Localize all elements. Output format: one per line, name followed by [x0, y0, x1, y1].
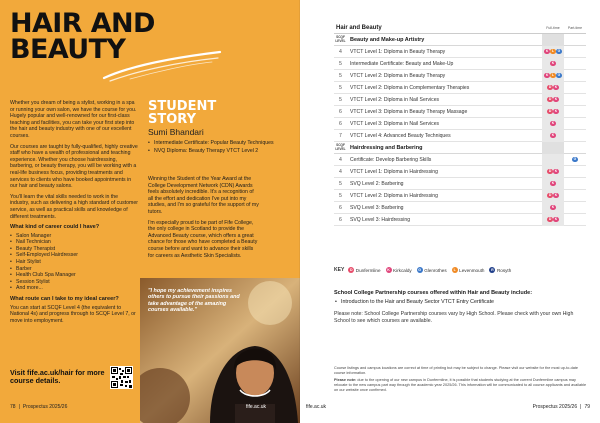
campus-badge-icon: K — [551, 120, 555, 125]
scqf-level: 5 — [339, 96, 342, 103]
campus-badge-icon: K — [554, 192, 558, 197]
campus-badge-icon: D — [548, 216, 552, 221]
partnership-note: Please note: School College Partnership courses vary by High School. Please check with your own High School to see which courses are available. — [334, 311, 574, 324]
campus-badge-icon: K — [554, 216, 558, 221]
key-item — [452, 267, 485, 273]
left-page-footer: 78 | Prospectus 2025/26 — [10, 404, 68, 410]
fulltime-cell — [542, 106, 564, 118]
campus-badge-icon: K — [551, 204, 555, 209]
course-name: VTCT Level 3: Diploma in Beauty Therapy Massage — [350, 108, 468, 115]
campus-badge-icon: K — [554, 168, 558, 173]
career-item: • Salon Manager — [10, 233, 138, 240]
course-name: VTCT Level 2: Diploma in Nail Services — [350, 96, 440, 103]
campus-badge-icon: K — [545, 72, 549, 77]
story-body — [148, 176, 260, 263]
career-item: • Beauty Therapist — [10, 246, 138, 253]
parttime-cell — [564, 178, 586, 190]
course-sections — [334, 34, 586, 226]
scqf-level-label: SCQF LEVEL — [335, 34, 346, 43]
scqf-level: 5 — [339, 60, 342, 67]
fulltime-cell — [542, 82, 564, 94]
fulltime-cell — [542, 202, 564, 214]
parttime-cell — [564, 118, 586, 130]
parttime-cell — [564, 214, 586, 226]
table-row[interactable] — [334, 94, 586, 106]
parttime-cell — [564, 106, 586, 118]
career-item: • Self-Employed Hairdresser — [10, 252, 138, 259]
scqf-level: 7 — [339, 132, 342, 139]
school-partnership — [334, 290, 589, 325]
intro-paragraph: Our courses are taught by fully-qualified, highly creative staff who have a wealth of professional and teaching experience. Whether you choose hairdressing, barbering, or beauty therapy, you will be working with a real-life business focus, providing treatments and services to clients who have booked appointments in our hair and beauty salons. — [10, 143, 138, 190]
partnership-item: • Introduction to the Hair and Beauty Sector VTCT Entry Certificate — [334, 299, 589, 305]
brush-swoosh-decoration — [100, 48, 225, 84]
scqf-level: 5 — [339, 84, 342, 91]
parttime-cell — [564, 190, 586, 202]
scqf-level: 5 — [339, 192, 342, 199]
story-heading-line-1: STUDENT — [148, 99, 217, 114]
fulltime-cell — [542, 58, 564, 70]
campus-badge-icon: G — [418, 268, 422, 272]
story-paragraph: Winning the Student of the Year Award at the College Development Network (CDN) Awards feels absolutely incredible. It's a recognition of all the effort and dedication I've put into my studies, and I'm so grateful for the support of my tutors. — [148, 176, 259, 215]
scqf-level: 6 — [339, 120, 342, 127]
course-name: SVQ Level 3: Hairdressing — [350, 216, 411, 223]
fine-print-2 — [334, 378, 589, 393]
campus-badge-icon: K — [551, 132, 555, 137]
table-row[interactable] — [334, 130, 586, 142]
campus-badge-icon: D — [548, 96, 552, 101]
section-name: Beauty and Make-up Artistry — [350, 36, 425, 43]
scqf-level: 5 — [339, 72, 342, 79]
partnership-heading: School College Partnership courses offered within Hair and Beauty include: — [334, 290, 533, 296]
campus-badge-icon: L — [551, 48, 555, 53]
table-row[interactable] — [334, 70, 586, 82]
campus-name: Levenmouth — [459, 267, 485, 273]
scqf-level: 6 — [339, 204, 342, 211]
course-name: VTCT Level 3: Diploma in Nail Services — [350, 120, 440, 127]
student-name: Sumi Bhandari — [148, 127, 204, 137]
section-header — [334, 34, 586, 46]
fulltime-cell — [542, 190, 564, 202]
campus-key — [334, 267, 511, 273]
scqf-level: 4 — [339, 48, 342, 55]
campus-name: Rosyth — [496, 267, 512, 273]
prospectus-label: Prospectus 2025/26 — [532, 404, 578, 410]
fulltime-cell — [542, 178, 564, 190]
campus-badge-icon: G — [573, 156, 577, 161]
prospectus-label: Prospectus 2025/26 — [22, 404, 68, 410]
section-name: Hairdressing and Barbering — [350, 144, 423, 151]
course-name: Certificate: Develop Barbering Skills — [350, 156, 432, 163]
campus-badge-icon: K — [545, 48, 549, 53]
section-header — [334, 142, 586, 154]
table-row[interactable] — [334, 214, 586, 226]
page-number: 78 — [10, 404, 16, 410]
qr-code[interactable] — [110, 366, 133, 389]
course-name: SVQ Level 2: Barbering — [350, 180, 404, 187]
parttime-cell — [564, 202, 586, 214]
career-list — [10, 233, 138, 292]
career-heading: What kind of career could I have? — [10, 224, 100, 231]
col-header-fulltime: Full-time — [546, 26, 560, 30]
career-item: • Hair Stylist — [10, 259, 138, 266]
campus-badge-icon: G — [557, 48, 561, 53]
table-row[interactable] — [334, 154, 586, 166]
title-line-1: HAIR AND — [10, 8, 155, 39]
scqf-level: 5 — [339, 180, 342, 187]
fine-print — [334, 366, 589, 395]
fine-print-1: Course listings and campus locations are correct at time of printing but may be subject to change. Please visit our website for the most up-to-date course information. — [334, 366, 578, 375]
parttime-cell — [564, 34, 586, 46]
route-heading: What route can I take to my ideal career? — [10, 296, 119, 303]
parttime-cell — [564, 94, 586, 106]
route-text: You can start at SCQF Level 4 (the equivalent to National 4s) and progress through to SCQF Level 7, or move into employment. — [10, 304, 136, 324]
parttime-cell — [564, 58, 586, 70]
campus-badge-icon: K — [554, 84, 558, 89]
table-header — [334, 23, 586, 34]
table-row[interactable] — [334, 178, 586, 190]
subject-area-title: Hair and Beauty — [336, 25, 382, 31]
key-item — [489, 267, 511, 273]
campus-badge-icon: D — [349, 268, 353, 272]
campus-badge-icon: K — [551, 180, 555, 185]
scqf-level: 4 — [339, 156, 342, 163]
qualification-list — [148, 140, 278, 157]
course-table — [334, 23, 586, 226]
course-name: VTCT Level 2: Diploma in Complementary Therapies — [350, 84, 470, 91]
story-paragraph: I'm especially proud to be part of Fife College, the only college in Scotland to provide the Advanced Beauty course, which offers a great chance for those who have completed a Beauty course before and want to advance their skills for careers as Aesthetic Skin Specialists. — [148, 219, 258, 259]
career-item: • Nail Technician — [10, 239, 138, 246]
visit-link[interactable]: Visit fife.ac.uk/hair for more course details. — [10, 368, 105, 386]
fulltime-cell — [542, 94, 564, 106]
student-quote: "I hope my achievement inspires others to pursue their passions and take advantage of the amazing courses available." — [148, 288, 240, 314]
fulltime-cell — [542, 70, 564, 82]
table-row[interactable] — [334, 166, 586, 178]
fulltime-cell — [542, 142, 564, 154]
table-row[interactable] — [334, 118, 586, 130]
intro-paragraph: Whether you dream of being a stylist, working in a spa or running your own salon, we have the course for you. Hugely popular and well-renowned for our first-class teaching and facilities, you can take your first step into the hair and beauty industry with one of our excellent courses. — [10, 100, 137, 139]
table-row[interactable] — [334, 58, 586, 70]
table-row[interactable] — [334, 106, 586, 118]
student-story-heading — [148, 101, 248, 126]
campus-badge-icon: D — [548, 192, 552, 197]
campus-badge-icon: D — [548, 108, 552, 113]
key-label: KEY — [334, 267, 345, 273]
campus-badge-icon: L — [453, 268, 456, 272]
table-row[interactable] — [334, 82, 586, 94]
career-item: • Health Club Spa Manager — [10, 272, 138, 279]
fulltime-cell — [542, 118, 564, 130]
campus-badge-icon: K — [387, 268, 390, 272]
campus-badge-icon: K — [551, 60, 555, 65]
campus-badge-icon: R — [491, 268, 494, 272]
key-item — [348, 267, 380, 273]
intro-paragraph: You'll learn the vital skills needed to work in the industry, such as delivering a high standard of customer service, as well as practical skills and knowledge of different treatments. — [10, 193, 138, 220]
parttime-cell — [564, 142, 586, 154]
campus-badge-icon: D — [548, 84, 552, 89]
qualification-item: • Intermediate Certificate: Popular Beauty Techniques — [148, 140, 278, 146]
course-name: VTCT Level 4: Advanced Beauty Techniques — [350, 132, 451, 139]
fine-print-2-text: due to the opening of our new campus in Dunfermline, it is possible that students studying at the current Dunfermline campus may relocate to the new campus part way through the academic year 2025/26. This information will be communicated to all course applicants and available on our website once confirmed. — [334, 378, 587, 392]
parttime-cell — [564, 130, 586, 142]
fulltime-cell — [542, 214, 564, 226]
course-name: VTCT Level 2: Diploma in Hairdressing — [350, 192, 438, 199]
right-page — [300, 0, 600, 423]
page-number: 79 — [584, 404, 590, 410]
key-item — [417, 267, 447, 273]
campus-name: Kirkcaldy — [393, 267, 412, 273]
fulltime-cell — [542, 46, 564, 58]
fulltime-cell — [542, 130, 564, 142]
right-footer-url[interactable]: fife.ac.uk — [306, 404, 327, 410]
campus-name: Glenrothes — [424, 267, 447, 273]
campus-badge-icon: D — [548, 168, 552, 173]
course-name: VTCT Level 2: Diploma in Beauty Therapy — [350, 72, 446, 79]
scqf-level: 4 — [339, 168, 342, 175]
career-item: • And more... — [10, 285, 138, 292]
table-row[interactable] — [334, 46, 586, 58]
scqf-level: 6 — [339, 108, 342, 115]
course-name: SVQ Level 3: Barbering — [350, 204, 404, 211]
key-items — [348, 267, 511, 273]
campus-badge-icon: K — [554, 108, 558, 113]
parttime-cell — [564, 82, 586, 94]
key-item — [386, 267, 412, 273]
fine-print-2-label: Please note: — [334, 378, 357, 382]
campus-name: Dunfermline — [355, 267, 381, 273]
qr-code-icon — [111, 367, 132, 388]
campus-badge-icon: K — [554, 96, 558, 101]
col-header-parttime: Part-time — [567, 26, 583, 30]
story-heading-line-2: STORY — [148, 111, 196, 127]
course-name: Intermediate Certificate: Beauty and Make-Up — [350, 60, 454, 67]
career-item: • Barber — [10, 266, 138, 273]
fulltime-cell — [542, 154, 564, 166]
career-item: • Session Stylist — [10, 279, 138, 286]
campus-badge-icon: L — [551, 72, 555, 77]
partnership-list — [334, 299, 589, 305]
qualification-item: • NVQ Diploma: Beauty Therapy VTCT Level 2 — [148, 148, 278, 154]
course-name: VTCT Level 1: Diploma in Beauty Therapy — [350, 48, 446, 55]
intro-column — [10, 100, 138, 328]
right-page-footer: Prospectus 2025/26 | 79 — [532, 404, 590, 410]
table-row[interactable] — [334, 202, 586, 214]
fulltime-cell — [542, 166, 564, 178]
scqf-level-label: SCQF LEVEL — [335, 142, 346, 151]
left-footer-url[interactable]: fife.ac.uk — [246, 404, 267, 410]
parttime-cell — [564, 154, 586, 166]
parttime-cell — [564, 46, 586, 58]
parttime-cell — [564, 166, 586, 178]
parttime-cell — [564, 70, 586, 82]
title-line-2: BEAUTY — [10, 34, 126, 65]
course-name: VTCT Level 1: Diploma in Hairdressing — [350, 168, 438, 175]
scqf-level: 6 — [339, 216, 342, 223]
table-row[interactable] — [334, 190, 586, 202]
fulltime-cell — [542, 34, 564, 46]
campus-badge-icon: G — [557, 72, 561, 77]
